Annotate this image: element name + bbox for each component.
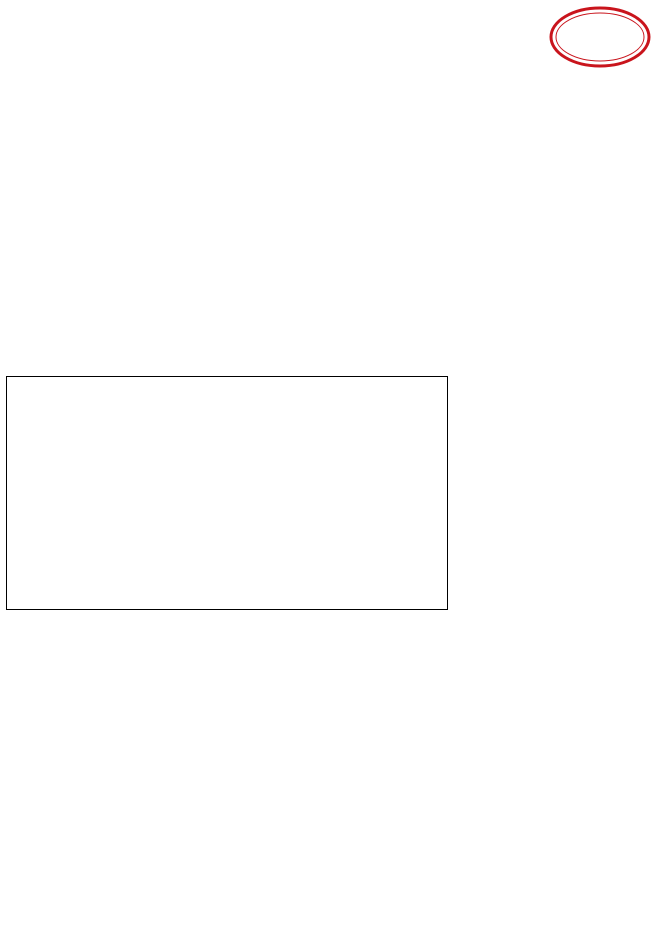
seal-stamp [548, 5, 652, 69]
bagua-info-box [6, 376, 448, 610]
